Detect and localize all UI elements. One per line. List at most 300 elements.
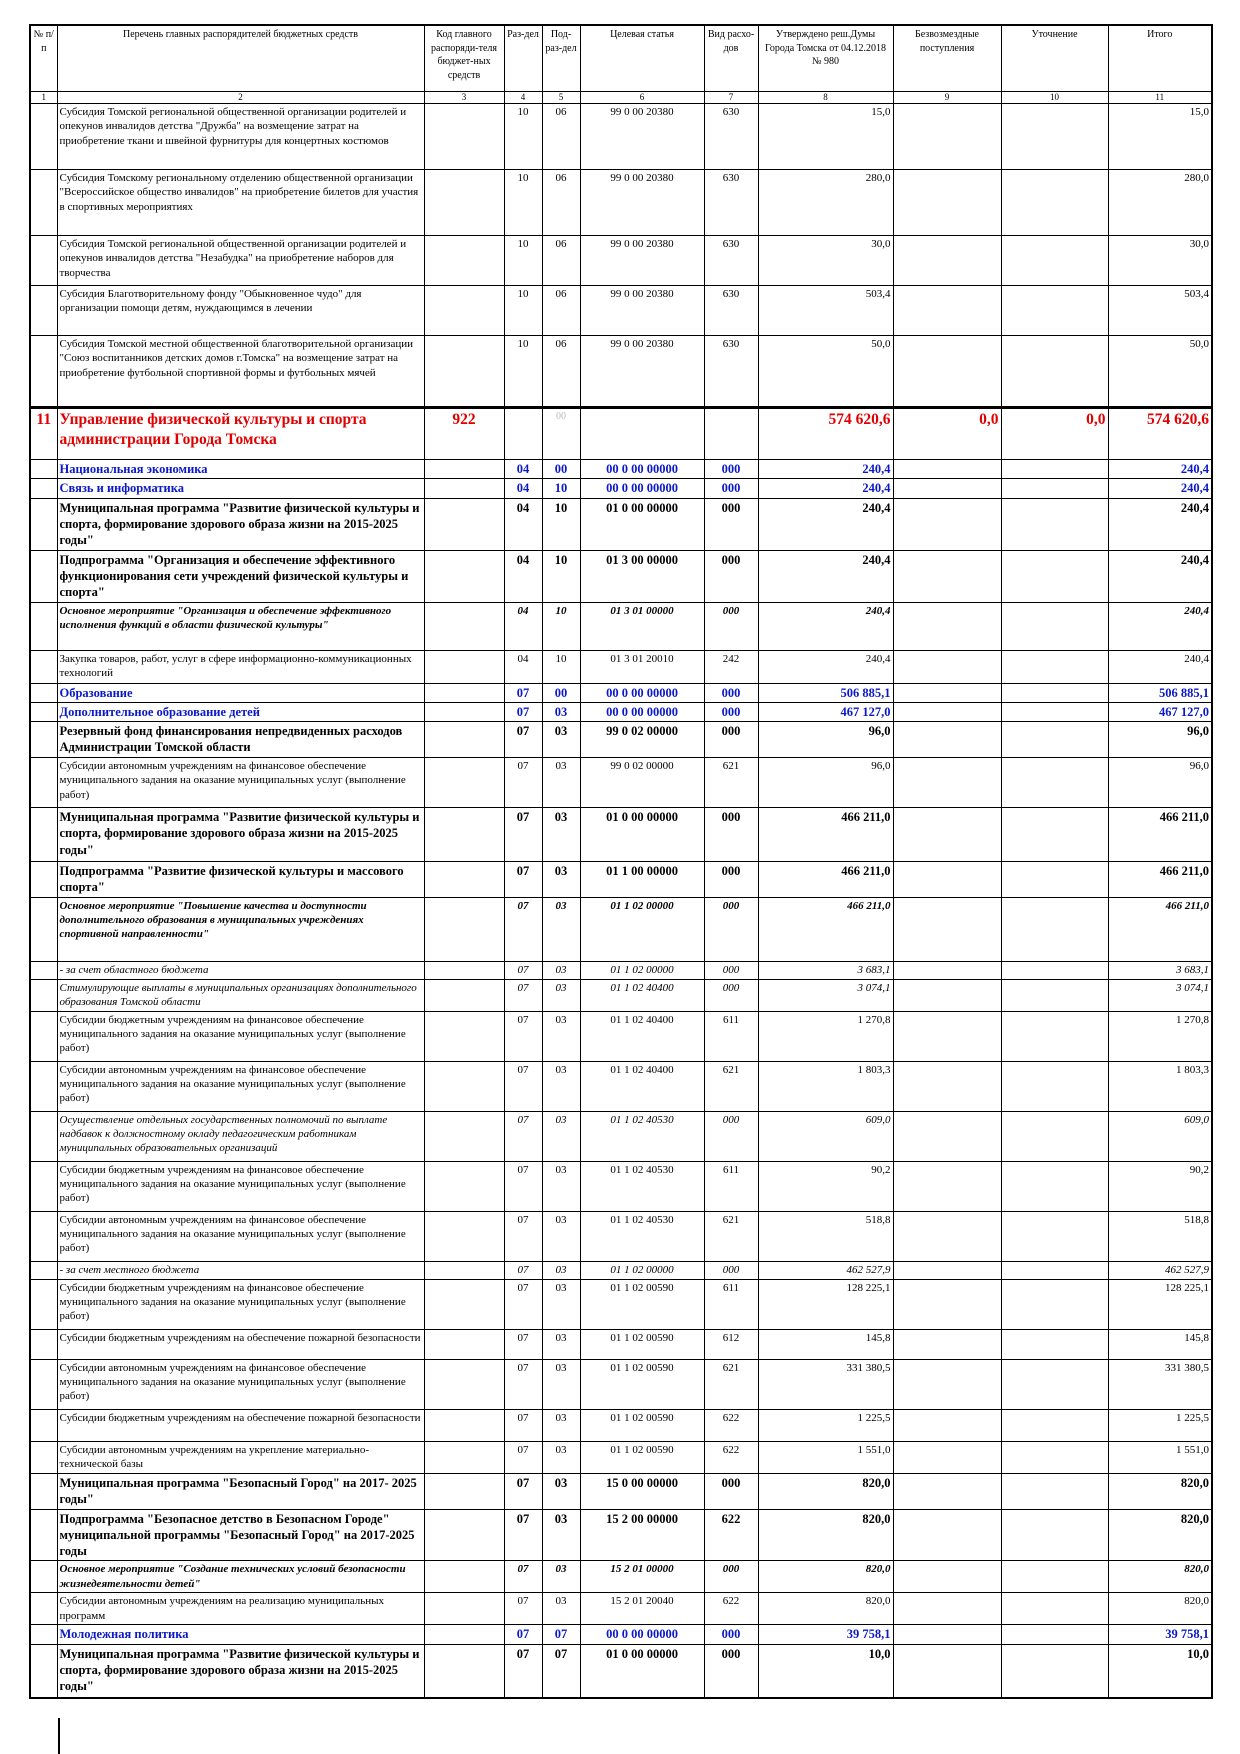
cell-total: 1 225,5 xyxy=(1108,1409,1212,1441)
cell-approved: 466 211,0 xyxy=(758,808,893,862)
cell-target-article: 15 2 01 00000 xyxy=(580,1561,704,1593)
cell-number xyxy=(30,336,57,408)
cell-expense-type: 000 xyxy=(704,808,758,862)
cell-code xyxy=(424,1279,504,1329)
cell-target-article: 99 0 02 00000 xyxy=(580,722,704,758)
cell-number xyxy=(30,722,57,758)
cell-code xyxy=(424,1111,504,1161)
cell-free-receipts xyxy=(893,1561,1001,1593)
cell-number xyxy=(30,602,57,650)
cell-target-article: 01 1 00 00000 xyxy=(580,862,704,898)
cell-code xyxy=(424,683,504,702)
cell-target-article: 00 0 00 00000 xyxy=(580,702,704,721)
cell-free-receipts xyxy=(893,498,1001,550)
cell-free-receipts xyxy=(893,1061,1001,1111)
cell-number xyxy=(30,1011,57,1061)
column-number: 1 xyxy=(30,91,57,104)
cell-free-receipts xyxy=(893,104,1001,170)
table-row xyxy=(30,1329,1212,1359)
cell-code xyxy=(424,1441,504,1473)
cell-name: Субсидии автономным учреждениям на финансовое обеспечение муниципального задания на оказание муниципальных услуг (выполнение работ) xyxy=(57,1061,424,1111)
cell-total: 240,4 xyxy=(1108,650,1212,683)
cell-approved: 30,0 xyxy=(758,236,893,286)
cell-free-receipts xyxy=(893,1359,1001,1409)
cell-approved: 240,4 xyxy=(758,602,893,650)
cell-number xyxy=(30,979,57,1011)
cell-code xyxy=(424,722,504,758)
cell-name: Муниципальная программа "Развитие физической культуры и спорта, формирование здорового образа жизни на 2015-2025 годы" xyxy=(57,1644,424,1698)
table-row xyxy=(30,1561,1212,1593)
cell-free-receipts xyxy=(893,336,1001,408)
cell-total: 331 380,5 xyxy=(1108,1359,1212,1409)
cell-clarification xyxy=(1001,460,1108,479)
cell-podrazdel: 10 xyxy=(542,479,580,498)
table-row xyxy=(30,1473,1212,1509)
cell-total: 30,0 xyxy=(1108,236,1212,286)
cell-podrazdel: 03 xyxy=(542,1261,580,1279)
cell-clarification xyxy=(1001,1561,1108,1593)
cell-number xyxy=(30,702,57,721)
cell-clarification xyxy=(1001,236,1108,286)
table-row xyxy=(30,1011,1212,1061)
cell-target-article: 01 1 02 40530 xyxy=(580,1111,704,1161)
cell-free-receipts xyxy=(893,722,1001,758)
cell-razdel: 07 xyxy=(504,1011,542,1061)
cell-number xyxy=(30,1061,57,1111)
cell-podrazdel: 03 xyxy=(542,1211,580,1261)
cell-podrazdel: 06 xyxy=(542,170,580,236)
cell-target-article: 01 1 02 00000 xyxy=(580,1261,704,1279)
cell-name: Резервный фонд финансирования непредвиденных расходов Администрации Томской области xyxy=(57,722,424,758)
cell-expense-type: 630 xyxy=(704,170,758,236)
cell-razdel: 07 xyxy=(504,961,542,979)
cell-approved: 50,0 xyxy=(758,336,893,408)
cell-number xyxy=(30,104,57,170)
cell-razdel xyxy=(504,408,542,460)
cell-target-article: 01 1 02 40530 xyxy=(580,1211,704,1261)
cell-total: 518,8 xyxy=(1108,1211,1212,1261)
cell-clarification xyxy=(1001,1261,1108,1279)
cell-target-article: 15 2 01 20040 xyxy=(580,1593,704,1625)
cell-approved: 96,0 xyxy=(758,722,893,758)
cell-total: 96,0 xyxy=(1108,758,1212,808)
cell-podrazdel: 03 xyxy=(542,1441,580,1473)
cell-podrazdel: 10 xyxy=(542,602,580,650)
table-row xyxy=(30,897,1212,961)
cell-razdel: 07 xyxy=(504,1279,542,1329)
cell-target-article: 99 0 02 00000 xyxy=(580,758,704,808)
cell-clarification xyxy=(1001,1441,1108,1473)
cell-expense-type: 622 xyxy=(704,1509,758,1561)
cell-name: Субсидии автономным учреждениям на финансовое обеспечение муниципального задания на оказание муниципальных услуг (выполнение работ) xyxy=(57,1359,424,1409)
cell-code xyxy=(424,1011,504,1061)
cell-expense-type xyxy=(704,408,758,460)
cell-razdel: 07 xyxy=(504,1625,542,1644)
cell-free-receipts xyxy=(893,1211,1001,1261)
cell-code xyxy=(424,1561,504,1593)
cell-free-receipts: 0,0 xyxy=(893,408,1001,460)
cell-free-receipts xyxy=(893,602,1001,650)
column-number: 10 xyxy=(1001,91,1108,104)
table-row xyxy=(30,460,1212,479)
cell-name: Субсидия Томскому региональному отделению общественной организации "Всероссийское общество инвалидов" на приобретение билетов для участия в спортивных мероприятиях xyxy=(57,170,424,236)
cell-number xyxy=(30,1593,57,1625)
cell-number xyxy=(30,683,57,702)
table-row xyxy=(30,979,1212,1011)
cell-free-receipts xyxy=(893,808,1001,862)
table-row xyxy=(30,408,1212,460)
table-row xyxy=(30,1593,1212,1625)
cell-razdel: 07 xyxy=(504,1409,542,1441)
cell-target-article: 01 3 01 00000 xyxy=(580,602,704,650)
cell-expense-type: 000 xyxy=(704,479,758,498)
cell-expense-type: 630 xyxy=(704,104,758,170)
column-number: 9 xyxy=(893,91,1001,104)
cell-total: 820,0 xyxy=(1108,1593,1212,1625)
cell-approved: 280,0 xyxy=(758,170,893,236)
cell-code xyxy=(424,1509,504,1561)
cell-name: - за счет местного бюджета xyxy=(57,1261,424,1279)
cell-podrazdel: 03 xyxy=(542,1359,580,1409)
cell-expense-type: 621 xyxy=(704,758,758,808)
table-row xyxy=(30,683,1212,702)
cell-total: 462 527,9 xyxy=(1108,1261,1212,1279)
cell-approved: 240,4 xyxy=(758,498,893,550)
header-col-total: Итого xyxy=(1108,25,1212,91)
cell-approved: 10,0 xyxy=(758,1644,893,1698)
cell-expense-type: 000 xyxy=(704,897,758,961)
cell-approved: 39 758,1 xyxy=(758,1625,893,1644)
cell-podrazdel: 00 xyxy=(542,683,580,702)
cell-name: Субсидии бюджетным учреждениям на обеспечение пожарной безопасности xyxy=(57,1329,424,1359)
cell-target-article: 99 0 00 20380 xyxy=(580,286,704,336)
column-number: 4 xyxy=(504,91,542,104)
column-number: 11 xyxy=(1108,91,1212,104)
cell-podrazdel: 06 xyxy=(542,336,580,408)
table-row xyxy=(30,236,1212,286)
cell-razdel: 07 xyxy=(504,1359,542,1409)
cell-code xyxy=(424,498,504,550)
cell-podrazdel: 03 xyxy=(542,1561,580,1593)
cell-clarification xyxy=(1001,1279,1108,1329)
cell-approved: 466 211,0 xyxy=(758,897,893,961)
cell-name: Муниципальная программа "Развитие физической культуры и спорта, формирование здорового образа жизни на 2015-2025 годы" xyxy=(57,808,424,862)
cell-name: Управление физической культуры и спорта администрации Города Томска xyxy=(57,408,424,460)
cell-podrazdel: 06 xyxy=(542,104,580,170)
cell-target-article: 01 1 02 00000 xyxy=(580,897,704,961)
cell-approved: 467 127,0 xyxy=(758,702,893,721)
cell-razdel: 07 xyxy=(504,683,542,702)
cell-expense-type: 000 xyxy=(704,862,758,898)
cell-razdel: 07 xyxy=(504,702,542,721)
cell-total: 96,0 xyxy=(1108,722,1212,758)
header-col-podrazdel: Под-раз-дел xyxy=(542,25,580,91)
table-row xyxy=(30,862,1212,898)
cell-free-receipts xyxy=(893,758,1001,808)
cell-clarification xyxy=(1001,1111,1108,1161)
cell-podrazdel: 03 xyxy=(542,808,580,862)
header-col-name: Перечень главных распорядителей бюджетных средств xyxy=(57,25,424,91)
cell-podrazdel: 03 xyxy=(542,702,580,721)
cell-razdel: 04 xyxy=(504,479,542,498)
cell-razdel: 07 xyxy=(504,1161,542,1211)
cell-free-receipts xyxy=(893,1644,1001,1698)
cell-name: Образование xyxy=(57,683,424,702)
table-row xyxy=(30,702,1212,721)
cell-clarification xyxy=(1001,1359,1108,1409)
cell-total: 10,0 xyxy=(1108,1644,1212,1698)
cell-number xyxy=(30,286,57,336)
cell-target-article: 15 2 00 00000 xyxy=(580,1509,704,1561)
cell-total: 50,0 xyxy=(1108,336,1212,408)
cell-razdel: 04 xyxy=(504,650,542,683)
cell-total: 128 225,1 xyxy=(1108,1279,1212,1329)
cell-razdel: 07 xyxy=(504,808,542,862)
cell-target-article: 01 0 00 00000 xyxy=(580,808,704,862)
cell-podrazdel: 03 xyxy=(542,897,580,961)
cell-free-receipts xyxy=(893,1111,1001,1161)
cell-podrazdel: 03 xyxy=(542,1593,580,1625)
cell-free-receipts xyxy=(893,1509,1001,1561)
table-row xyxy=(30,1211,1212,1261)
cell-expense-type: 630 xyxy=(704,286,758,336)
cell-code xyxy=(424,1644,504,1698)
table-row xyxy=(30,104,1212,170)
header-col-expense-type: Вид расхо-дов xyxy=(704,25,758,91)
cell-clarification xyxy=(1001,1509,1108,1561)
header-col-razdel: Раз-дел xyxy=(504,25,542,91)
table-row xyxy=(30,1359,1212,1409)
cell-code xyxy=(424,1261,504,1279)
cell-razdel: 07 xyxy=(504,1561,542,1593)
cell-razdel: 07 xyxy=(504,1211,542,1261)
cell-name: Субсидия Томской местной общественной благотворительной организации "Союз воспитанников детских домов г.Томска" на возмещение затрат на приобретение футбольной спортивной формы и футбольных мячей xyxy=(57,336,424,408)
cell-approved: 240,4 xyxy=(758,550,893,602)
cell-razdel: 07 xyxy=(504,1329,542,1359)
table-row xyxy=(30,650,1212,683)
cell-clarification xyxy=(1001,1593,1108,1625)
cell-total: 467 127,0 xyxy=(1108,702,1212,721)
cell-target-article: 00 0 00 00000 xyxy=(580,683,704,702)
cell-total: 240,4 xyxy=(1108,498,1212,550)
cell-number xyxy=(30,1409,57,1441)
cell-expense-type: 612 xyxy=(704,1329,758,1359)
cell-razdel: 04 xyxy=(504,498,542,550)
cell-podrazdel: 03 xyxy=(542,1279,580,1329)
cell-podrazdel: 00 xyxy=(542,408,580,460)
cell-razdel: 10 xyxy=(504,336,542,408)
table-row xyxy=(30,479,1212,498)
cell-clarification xyxy=(1001,1473,1108,1509)
cell-razdel: 07 xyxy=(504,1261,542,1279)
cell-clarification xyxy=(1001,683,1108,702)
column-number: 6 xyxy=(580,91,704,104)
cell-number xyxy=(30,479,57,498)
cell-podrazdel: 03 xyxy=(542,758,580,808)
cell-free-receipts xyxy=(893,1409,1001,1441)
table-row xyxy=(30,336,1212,408)
cell-expense-type: 621 xyxy=(704,1061,758,1111)
cell-free-receipts xyxy=(893,170,1001,236)
cell-expense-type: 000 xyxy=(704,602,758,650)
cell-expense-type: 000 xyxy=(704,1625,758,1644)
cell-target-article: 99 0 00 20380 xyxy=(580,236,704,286)
table-row xyxy=(30,1111,1212,1161)
cell-number xyxy=(30,1329,57,1359)
cell-free-receipts xyxy=(893,286,1001,336)
cell-clarification xyxy=(1001,336,1108,408)
cell-name: Подпрограмма "Развитие физической культуры и массового спорта" xyxy=(57,862,424,898)
cell-razdel: 07 xyxy=(504,862,542,898)
cell-expense-type: 621 xyxy=(704,1359,758,1409)
cell-name: Дополнительное образование детей xyxy=(57,702,424,721)
cell-name: Субсидии бюджетным учреждениям на финансовое обеспечение муниципального задания на оказание муниципальных услуг (выполнение работ) xyxy=(57,1161,424,1211)
table-header-row xyxy=(30,25,1212,91)
cell-code xyxy=(424,286,504,336)
cell-clarification xyxy=(1001,1409,1108,1441)
table-row xyxy=(30,808,1212,862)
cell-free-receipts xyxy=(893,650,1001,683)
column-number: 2 xyxy=(57,91,424,104)
cell-free-receipts xyxy=(893,550,1001,602)
cell-free-receipts xyxy=(893,897,1001,961)
cell-code xyxy=(424,479,504,498)
cell-podrazdel: 10 xyxy=(542,650,580,683)
cell-expense-type: 000 xyxy=(704,1644,758,1698)
cell-clarification xyxy=(1001,758,1108,808)
cell-approved: 820,0 xyxy=(758,1509,893,1561)
table-row xyxy=(30,1441,1212,1473)
cell-clarification xyxy=(1001,1211,1108,1261)
cell-target-article: 01 1 02 40400 xyxy=(580,1011,704,1061)
cell-clarification xyxy=(1001,1329,1108,1359)
cell-number xyxy=(30,1625,57,1644)
cell-razdel: 07 xyxy=(504,1593,542,1625)
cell-free-receipts xyxy=(893,1261,1001,1279)
table-row xyxy=(30,286,1212,336)
cell-total: 240,4 xyxy=(1108,602,1212,650)
cell-total: 820,0 xyxy=(1108,1473,1212,1509)
header-col-code: Код главного распоряди-теля бюджет-ных средств xyxy=(424,25,504,91)
cell-name: Субсидии бюджетным учреждениям на финансовое обеспечение муниципального задания на оказание муниципальных услуг (выполнение работ) xyxy=(57,1011,424,1061)
cell-clarification xyxy=(1001,1644,1108,1698)
cell-podrazdel: 03 xyxy=(542,1409,580,1441)
cell-clarification xyxy=(1001,602,1108,650)
cell-podrazdel: 03 xyxy=(542,1329,580,1359)
cell-code xyxy=(424,104,504,170)
cell-number xyxy=(30,862,57,898)
cell-approved: 820,0 xyxy=(758,1561,893,1593)
cell-approved: 331 380,5 xyxy=(758,1359,893,1409)
cell-approved: 3 683,1 xyxy=(758,961,893,979)
cell-expense-type: 000 xyxy=(704,1111,758,1161)
cell-expense-type: 000 xyxy=(704,460,758,479)
cell-name: Закупка товаров, работ, услуг в сфере информационно-коммуникационных технологий xyxy=(57,650,424,683)
cell-podrazdel: 03 xyxy=(542,1161,580,1211)
cell-name: Субсидии бюджетным учреждениям на финансовое обеспечение муниципального задания на оказание муниципальных услуг (выполнение работ) xyxy=(57,1279,424,1329)
cell-free-receipts xyxy=(893,1011,1001,1061)
cell-podrazdel: 03 xyxy=(542,979,580,1011)
cell-podrazdel: 00 xyxy=(542,460,580,479)
cell-name: Субсидии автономным учреждениям на укрепление материально-технической базы xyxy=(57,1441,424,1473)
cell-approved: 1 225,5 xyxy=(758,1409,893,1441)
cell-number xyxy=(30,758,57,808)
cell-approved: 518,8 xyxy=(758,1211,893,1261)
cell-name: Основное мероприятие "Организация и обеспечение эффективного исполнения функций в области физической культуры" xyxy=(57,602,424,650)
cell-free-receipts xyxy=(893,1441,1001,1473)
cell-target-article: 01 3 00 00000 xyxy=(580,550,704,602)
cell-name: Субсидия Томской региональной общественной организации родителей и опекунов инвалидов детства "Дружба" на возмещение затрат на приобретение ткани и швейной фурнитуры для концертных костюмов xyxy=(57,104,424,170)
cell-target-article: 01 1 02 40530 xyxy=(580,1161,704,1211)
cell-expense-type: 611 xyxy=(704,1011,758,1061)
table-row xyxy=(30,170,1212,236)
cell-razdel: 07 xyxy=(504,1441,542,1473)
cell-name: Субсидии бюджетным учреждениям на обеспечение пожарной безопасности xyxy=(57,1409,424,1441)
cell-target-article: 01 3 01 20010 xyxy=(580,650,704,683)
cell-expense-type: 000 xyxy=(704,702,758,721)
cell-number xyxy=(30,961,57,979)
cell-approved: 240,4 xyxy=(758,479,893,498)
cell-expense-type: 630 xyxy=(704,236,758,286)
table-row xyxy=(30,1061,1212,1111)
cell-expense-type: 000 xyxy=(704,1473,758,1509)
cell-code xyxy=(424,236,504,286)
cell-expense-type: 611 xyxy=(704,1279,758,1329)
cell-expense-type: 000 xyxy=(704,1261,758,1279)
cell-code xyxy=(424,650,504,683)
cell-free-receipts xyxy=(893,702,1001,721)
cell-name: Муниципальная программа "Безопасный Город" на 2017- 2025 годы" xyxy=(57,1473,424,1509)
cell-approved: 466 211,0 xyxy=(758,862,893,898)
cell-approved: 128 225,1 xyxy=(758,1279,893,1329)
cell-name: Субсидия Благотворительному фонду "Обыкновенное чудо" для организации помощи детям, нуждающимся в лечении xyxy=(57,286,424,336)
header-col-target: Целевая статья xyxy=(580,25,704,91)
cell-podrazdel: 07 xyxy=(542,1644,580,1698)
cell-total: 466 211,0 xyxy=(1108,808,1212,862)
table-row xyxy=(30,722,1212,758)
cell-free-receipts xyxy=(893,979,1001,1011)
cell-code xyxy=(424,336,504,408)
table-row xyxy=(30,961,1212,979)
column-number-row xyxy=(30,91,1212,104)
cell-podrazdel: 03 xyxy=(542,961,580,979)
cell-target-article: 01 1 02 00590 xyxy=(580,1279,704,1329)
cell-number xyxy=(30,1211,57,1261)
cell-expense-type: 000 xyxy=(704,550,758,602)
cell-number xyxy=(30,460,57,479)
cell-clarification xyxy=(1001,979,1108,1011)
cell-total: 240,4 xyxy=(1108,550,1212,602)
cell-total: 90,2 xyxy=(1108,1161,1212,1211)
cell-number xyxy=(30,498,57,550)
cell-total: 466 211,0 xyxy=(1108,897,1212,961)
cell-total: 240,4 xyxy=(1108,460,1212,479)
cell-total: 820,0 xyxy=(1108,1561,1212,1593)
cell-target-article: 00 0 00 00000 xyxy=(580,460,704,479)
cell-total: 3 683,1 xyxy=(1108,961,1212,979)
cell-clarification xyxy=(1001,479,1108,498)
cell-target-article: 01 1 02 00590 xyxy=(580,1409,704,1441)
cell-expense-type: 000 xyxy=(704,1561,758,1593)
cell-target-article: 01 0 00 00000 xyxy=(580,1644,704,1698)
cell-podrazdel: 03 xyxy=(542,1061,580,1111)
table-row xyxy=(30,1279,1212,1329)
cell-razdel: 10 xyxy=(504,236,542,286)
column-number: 5 xyxy=(542,91,580,104)
cell-free-receipts xyxy=(893,862,1001,898)
cell-clarification xyxy=(1001,1161,1108,1211)
cell-podrazdel: 03 xyxy=(542,1111,580,1161)
